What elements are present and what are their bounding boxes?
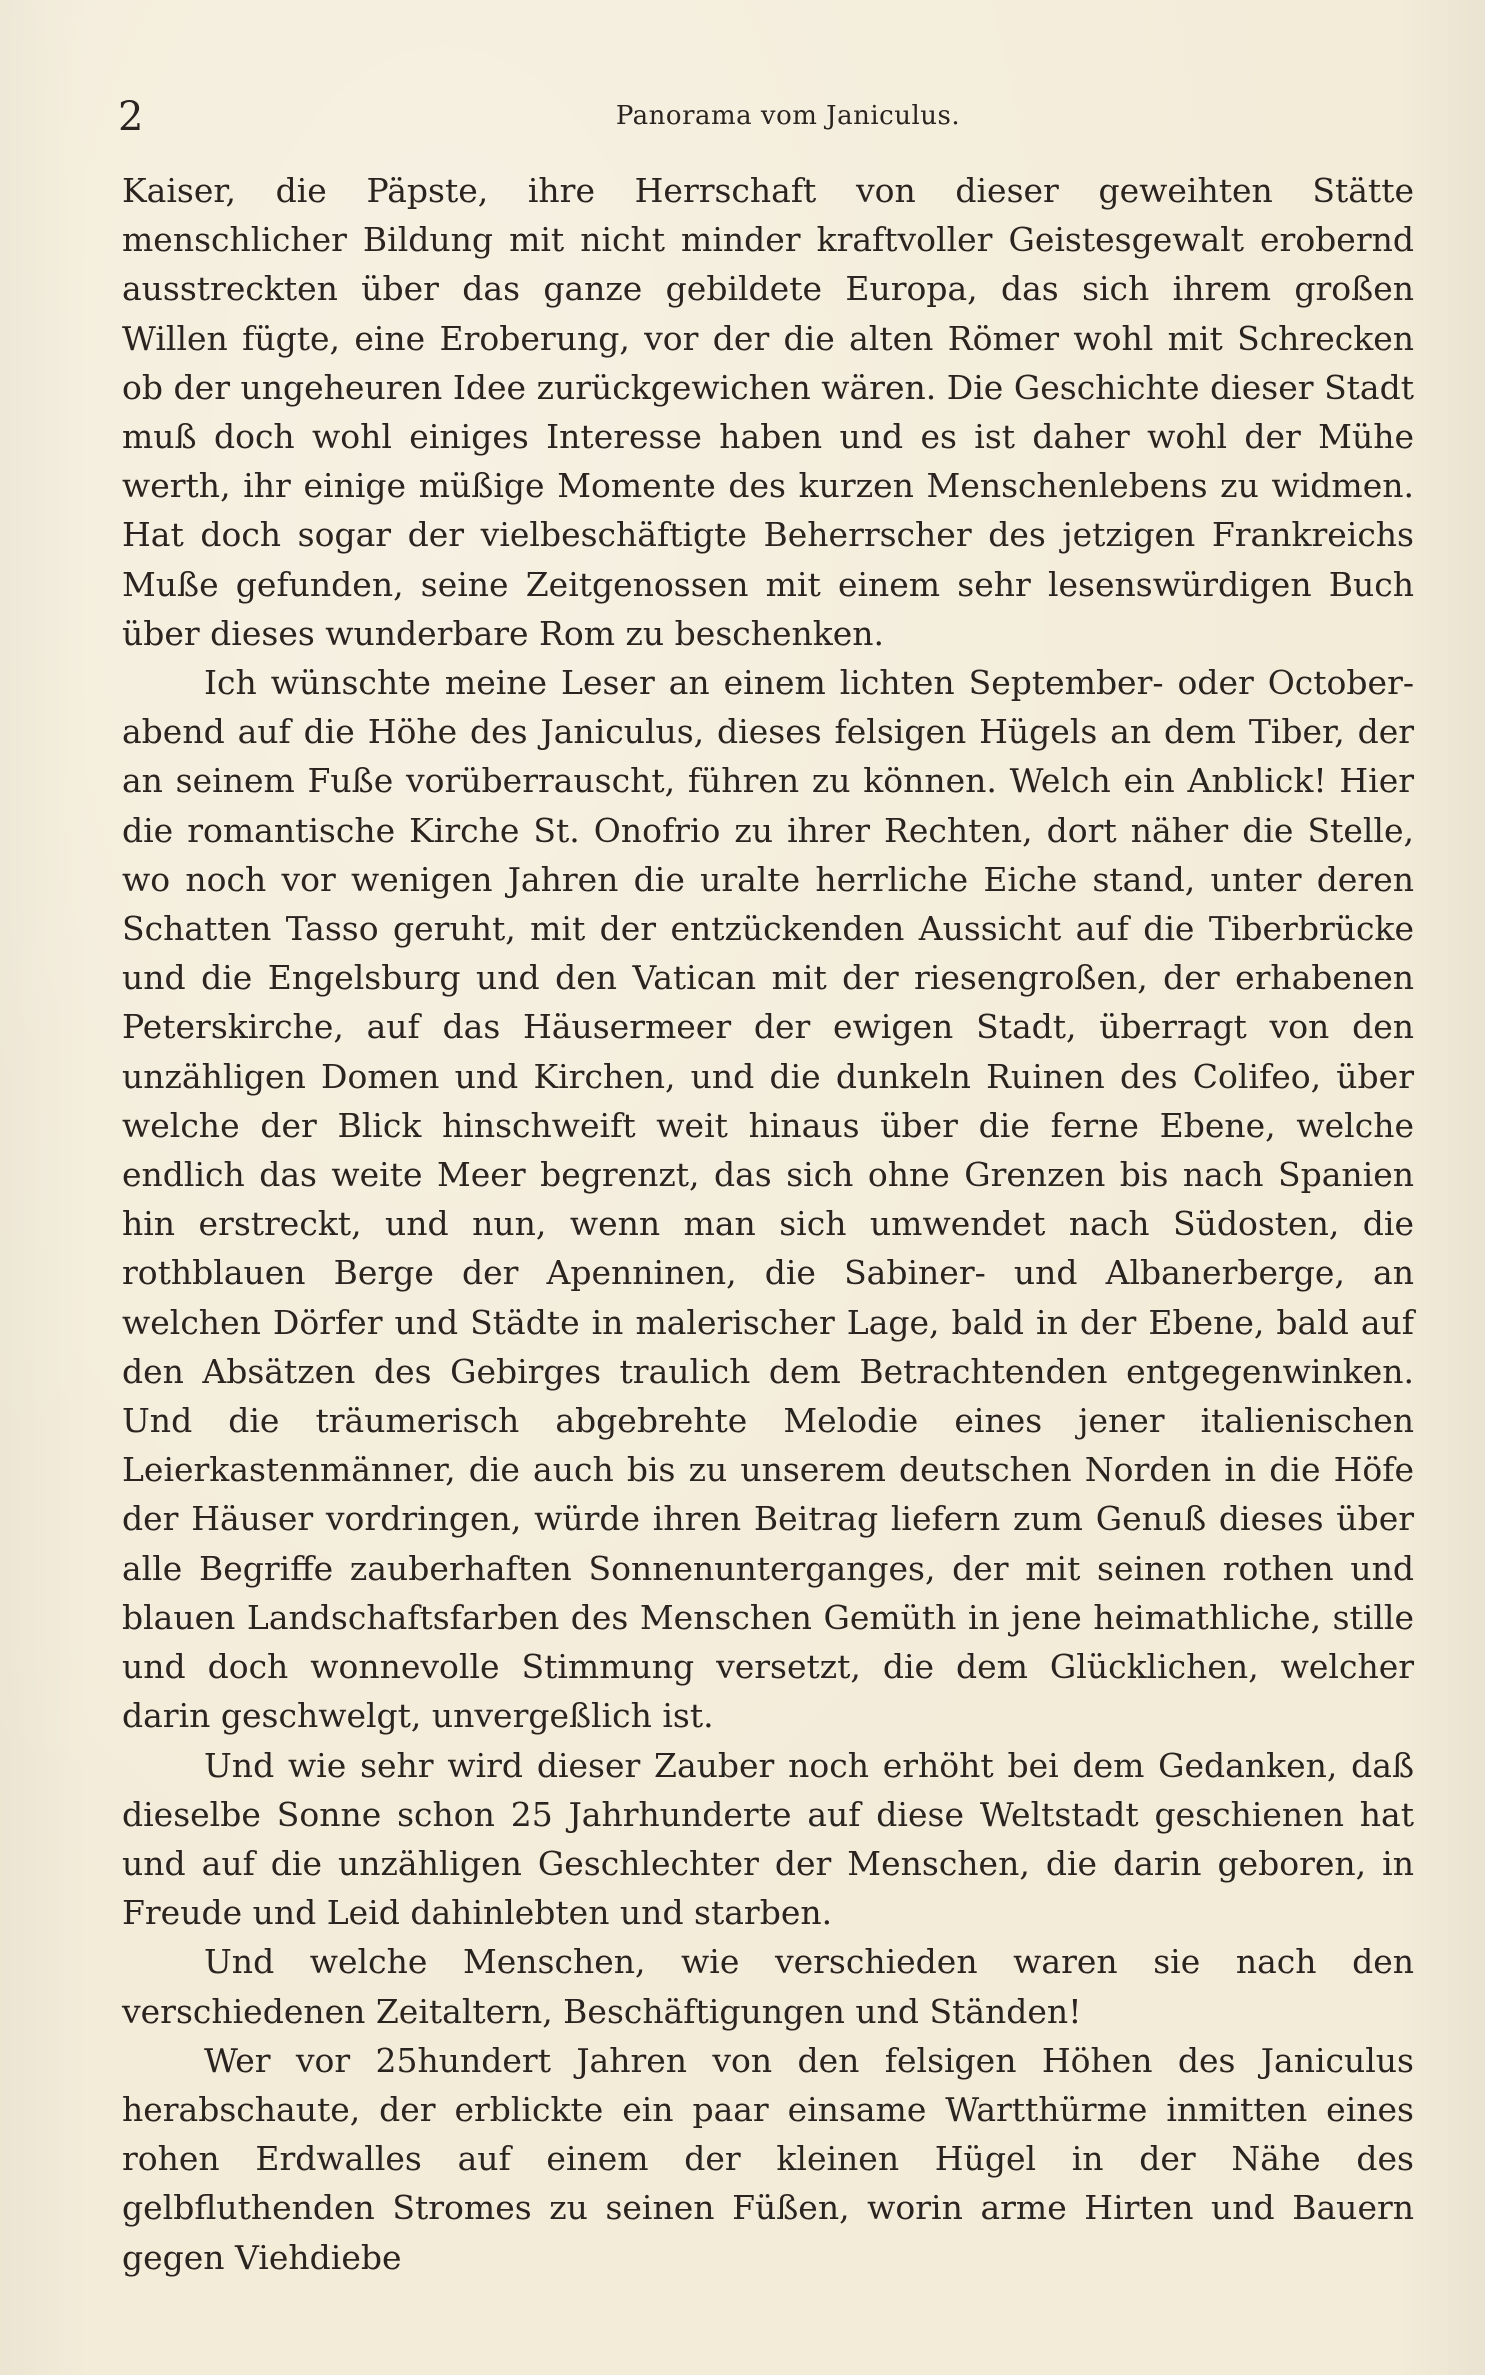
paragraph-sun-centuries: Und wie sehr wird dieser Zauber noch erhöht bei dem Gedanken, daß dieselbe Sonne schon 25 Jahrhunderte auf diese Weltstadt geschienen hat und auf die unzähligen Geschlechter der Menschen, die darin geboren, in Freude und Leid dahinlebten und starben.: [122, 1745, 1414, 1933]
page-header: [118, 92, 1418, 142]
paragraph-continuation: Kaiser, die Päpste, ihre Herrschaft von dieser geweihten Stätte menschlicher Bildung mit nicht minder kraftvoller Geistesgewalt erobernd ausstreckten über das ganze gebildete Europa, das sich ihrem großen Willen fügte, eine Eroberung, vor der die alten Römer wohl mit Schrecken ob der ungeheuren Idee zurückgewichen wären. Die Geschichte dieser Stadt muß doch wohl einiges Interesse haben und es ist daher wohl der Mühe werth, ihr einige müßige Momente des kurzen Menschenlebens zu widmen. Hat doch sogar der vielbeschäftigte Beherrscher des jetzigen Frankreichs Muße gefunden, seine Zeitgenossen mit einem sehr lesenswürdigen Buch über dieses wunderbare Rom zu beschenken.: [122, 171, 1414, 653]
paragraph-janiculus-view: Ich wünschte meine Leser an einem lichten September- oder October-abend auf die Höhe des Janiculus, dieses felsigen Hügels an dem Tiber, der an seinem Fuße vorüberrauscht, führen zu können. Welch ein Anblick! Hier die romantische Kirche St. Onofrio zu ihrer Rechten, dort näher die Stelle, wo noch vor wenigen Jahren die uralte herrliche Eiche stand, unter deren Schatten Tasso geruht, mit der entzückenden Aussicht auf die Tiberbrücke und die Engelsburg und den Vatican mit der riesengroßen, der erhabenen Peterskirche, auf das Häusermeer der ewigen Stadt, überragt von den unzähligen Domen und Kirchen, und die dunkeln Ruinen des Colifeo, über welche der Blick hinschweift weit hinaus über die ferne Ebene, welche endlich das weite Meer begrenzt, das sich ohne Grenzen bis nach Spanien hin erstreckt, und nun, wenn man sich umwendet nach Südosten, die rothblauen Berge der Apenninen, die Sabiner- und Albanerberge, an welchen Dörfer und Städte in malerischer Lage, bald in der Ebene, bald auf den Absätzen des Gebirges traulich dem Betrachtenden entgegenwinken. Und die träumerisch abgebrehte Melodie eines jener italienischen Leierkastenmänner, die auch bis zu unserem deutschen Norden in die Höfe der Häuser vordringen, würde ihren Beitrag liefern zum Genuß dieses über alle Begriffe zauberhaften Sonnenunterganges, der mit seinen rothen und blauen Landschaftsfarben des Menschen Gemüth in jene heimathliche, stille und doch wonnevolle Stimmung versetzt, die dem Glücklichen, welcher darin geschwelgt, unvergeßlich ist.: [122, 663, 1414, 1736]
page-number: 2: [118, 94, 144, 140]
paragraph-history: Wer vor 25hundert Jahren von den felsigen Höhen des Janiculus herabschaute, der erblickte ein paar einsame Wartthürme inmitten eines rohen Erdwalles auf einem der kleinen Hügel in der Nähe des gelbfluthenden Stromes zu seinen Füßen, worin arme Hirten und Bauern gegen Viehdiebe: [122, 2040, 1414, 2277]
paragraph-people: Und welche Menschen, wie verschieden waren sie nach den verschiedenen Zeitaltern, Beschäftigungen und Ständen!: [122, 1942, 1414, 2031]
running-title: Panorama vom Janiculus.: [615, 101, 961, 131]
body-text: [122, 166, 1414, 2282]
